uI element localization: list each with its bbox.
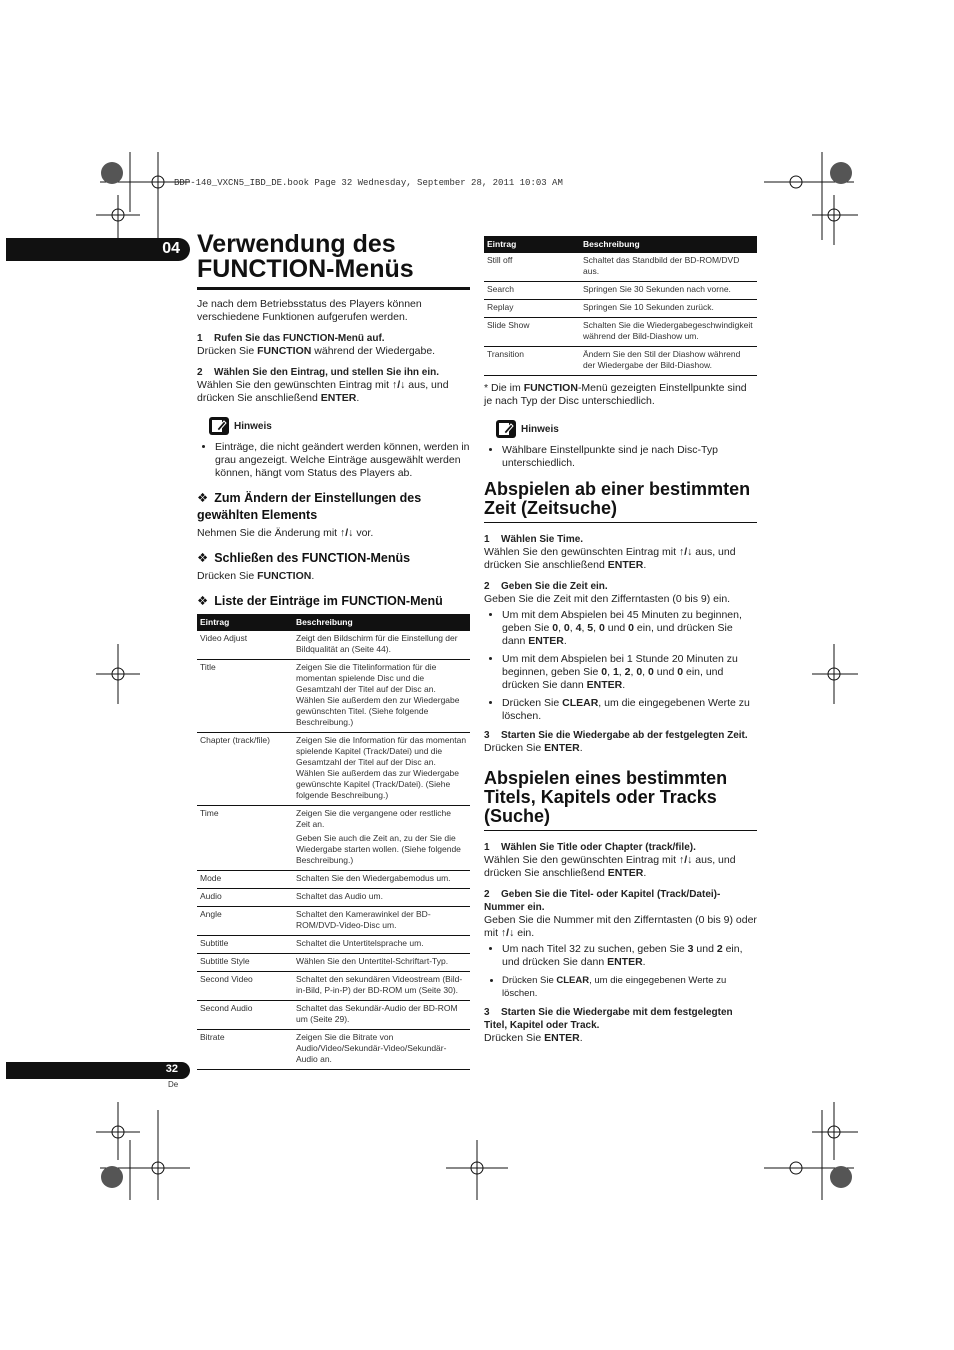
note-list <box>484 444 757 470</box>
left-column <box>197 232 470 1070</box>
list-item: • Drücken Sie CLEAR, um die eingegebenen Werte zu löschen. <box>502 974 757 1000</box>
title-line-1: Verwendung des <box>197 230 396 258</box>
list-item: • Um mit dem Abspielen bei 45 Minuten zu beginnen, geben Sie 0, 0, 4, 5, 0 und 0 ein, und drücken Sie dann ENTER. <box>502 609 757 648</box>
page-language: De <box>168 1080 179 1089</box>
function-menu-table-2 <box>484 236 757 376</box>
step-2-heading: 2 Geben Sie die Zeit ein. <box>484 581 608 592</box>
table-row: Bitrate Zeigen Sie die Bitrate von Audio/Video/Sekundär-Video/Sekundär-Audio an. <box>197 1030 470 1070</box>
list-item: • Um mit dem Abspielen bei 1 Stunde 20 Minuten zu beginnen, geben Sie 0, 1, 2, 0, 0 und 0 ein, und drücken Sie dann ENTER. <box>502 653 757 692</box>
table-header: Eintrag <box>484 236 580 253</box>
chapter-number: 04 <box>162 240 180 257</box>
table-row: Search Springen Sie 30 Sekunden nach vorne. <box>484 282 757 300</box>
step-2-text: Geben Sie die Zeit mit den Zifferntasten (0 bis 9) ein. <box>484 593 731 605</box>
print-info: BDP-140_VXCN5_IBD_DE.book Page 32 Wednesday, September 28, 2011 10:03 AM <box>174 178 563 188</box>
table-row: Time Zeigen Sie die vergangene oder restliche Zeit an. Geben Sie auch die Zeit an, zu der Sie die Wiedergabe starten wollen. (Siehe folgende Beschreibung.) <box>197 806 470 871</box>
section-heading-title-search: Abspielen eines bestimmten Titels, Kapitels oder Tracks (Suche) <box>484 768 728 826</box>
step-2-text: Wählen Sie den gewünschten Eintrag mit ↑/↓ aus, und drücken Sie anschließend ENTER. <box>197 379 449 404</box>
page-number: 32 <box>165 1063 178 1075</box>
note-heading: Hinweis <box>209 417 470 435</box>
step-3-heading: 3 Starten Sie die Wiedergabe ab der festgelegten Zeit. <box>484 730 748 741</box>
step-1-text: Drücken Sie FUNCTION während der Wiedergabe. <box>197 345 436 357</box>
table-row: Title Zeigen Sie die Titelinformation für die momentan spielende Disc und die Gesamtzahl der Titel auf der Disc an. Wählen Sie außerdem den zur Wiedergabe gewünschten Titel. (Siehe folgende Beschreibung.) <box>197 660 470 733</box>
step-2-heading: 2 Wählen Sie den Eintrag, und stellen Sie ihn ein. <box>197 367 440 378</box>
step-1-heading: 1 Wählen Sie Title oder Chapter (track/file). <box>484 842 696 853</box>
table-row: Subtitle Style Wählen Sie den Untertitel-Schriftart-Typ. <box>197 954 470 972</box>
function-menu-table-1 <box>197 614 470 1070</box>
step-2-heading: 2 Geben Sie die Titel- oder Kapitel (Track/Datei)-Nummer ein. <box>484 889 721 913</box>
step-1-heading: 1 Wählen Sie Time. <box>484 534 584 545</box>
table-row: Video Adjust Zeigt den Bildschirm für die Einstellung der Bildqualität an (Seite 44). <box>197 631 470 660</box>
table-row: Mode Schalten Sie den Wiedergabemodus um. <box>197 871 470 889</box>
table-row: Still off Schaltet das Standbild der BD-ROM/DVD aus. <box>484 253 757 282</box>
table-row: Subtitle Schaltet die Untertitelsprache um. <box>197 936 470 954</box>
chapter-tab <box>6 238 190 261</box>
section-heading-time-search: Abspielen ab einer bestimmten Zeit (Zeitsuche) <box>484 479 751 518</box>
section-rule <box>484 522 757 523</box>
list-item: • Einträge, die nicht geändert werden können, werden in grau angezeigt. Welche Einträge ausgewählt werden können, hängt vom Status des Players ab. <box>215 441 470 480</box>
table-row: Chapter (track/file) Zeigen Sie die Information für das momentan spielende Kapitel (Track/Datei) und die Gesamtzahl der Titel auf der Disc an. Wählen Sie außerdem das zur Wiedergabe gewünschte Kapitel (Track/Datei). (Siehe folgende Beschreibung.) <box>197 733 470 806</box>
note-pencil-icon <box>209 417 229 435</box>
page-title <box>197 232 470 282</box>
step-1-text: Wählen Sie den gewünschten Eintrag mit ↑/↓ aus, und drücken Sie anschließend ENTER. <box>484 854 736 879</box>
table-header: Eintrag <box>197 614 293 631</box>
subheading-change-settings: ❖ Zum Ändern der Einstellungen des gewählten Elements <box>197 491 422 522</box>
intro-text: Je nach dem Betriebsstatus des Players können verschiedene Funktionen aufgerufen werden. <box>197 298 422 323</box>
arrows-icon: ↑/↓ <box>500 927 515 939</box>
arrows-icon: ↑/↓ <box>391 379 406 391</box>
note-list <box>197 441 470 480</box>
subheading-entry-list: ❖ Liste der Einträge im FUNCTION-Menü <box>197 594 443 608</box>
note-heading: Hinweis <box>496 420 757 438</box>
table-header: Beschreibung <box>293 614 470 631</box>
table-header: Beschreibung <box>580 236 757 253</box>
table-row: Second Audio Schaltet das Sekundär-Audio der BD-ROM um (Seite 29). <box>197 1001 470 1030</box>
close-menu-text: Drücken Sie FUNCTION. <box>197 570 315 582</box>
arrows-icon: ↑/↓ <box>340 527 354 539</box>
arrows-icon: ↑/↓ <box>678 854 693 866</box>
title-search-list <box>484 943 757 1000</box>
step-3-heading: 3 Starten Sie die Wiedergabe mit dem festgelegten Titel, Kapitel oder Track. <box>484 1007 733 1031</box>
list-item: • Um nach Titel 32 zu suchen, geben Sie 3 und 2 ein, und drücken Sie dann ENTER. <box>502 943 757 969</box>
subheading-close-menu: ❖ Schließen des FUNCTION-Menüs <box>197 551 411 565</box>
section-rule <box>484 830 757 831</box>
table-footnote: * Die im FUNCTION-Menü gezeigten Einstellpunkte sind je nach Typ der Disc unterschiedlich. <box>484 382 747 407</box>
step-1-heading: 1 Rufen Sie das FUNCTION-Menü auf. <box>197 333 385 344</box>
table-row: Audio Schaltet das Audio um. <box>197 889 470 907</box>
time-search-list <box>484 609 757 723</box>
table-row: Transition Ändern Sie den Stil der Diashow während der Wiedergabe der Bild-Diashow. <box>484 347 757 376</box>
table-row: Slide Show Schalten Sie die Wiedergabegeschwindigkeit während der Bild-Diashow um. <box>484 318 757 347</box>
title-line-2: FUNCTION-Menüs <box>197 255 414 283</box>
note-pencil-icon <box>496 420 516 438</box>
step-1-text: Wählen Sie den gewünschten Eintrag mit ↑/↓ aus, und drücken Sie anschließend ENTER. <box>484 546 736 571</box>
table-row: Replay Springen Sie 10 Sekunden zurück. <box>484 300 757 318</box>
step-2-text: Geben Sie die Nummer mit den Zifferntasten (0 bis 9) oder mit ↑/↓ ein. <box>484 914 757 939</box>
page-tab <box>6 1062 190 1079</box>
table-row: Angle Schaltet den Kamerawinkel der BD-ROM/DVD-Video-Disc um. <box>197 907 470 936</box>
right-column <box>484 236 757 1053</box>
change-settings-text: Nehmen Sie die Änderung mit ↑/↓ vor. <box>197 527 374 539</box>
step-3-text: Drücken Sie ENTER. <box>484 742 583 754</box>
title-rule <box>197 287 470 290</box>
table-row: Second Video Schaltet den sekundären Videostream (Bild-in-Bild, P-in-P) der BD-ROM um (Seite 30). <box>197 972 470 1001</box>
step-3-text: Drücken Sie ENTER. <box>484 1032 583 1044</box>
list-item: • Drücken Sie CLEAR, um die eingegebenen Werte zu löschen. <box>502 697 757 723</box>
arrows-icon: ↑/↓ <box>678 546 693 558</box>
list-item: • Wählbare Einstellpunkte sind je nach Disc-Typ unterschiedlich. <box>502 444 757 470</box>
